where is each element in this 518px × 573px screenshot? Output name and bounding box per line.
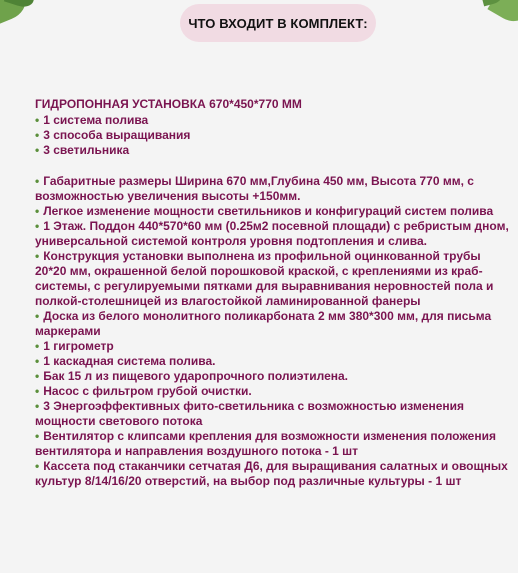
bullet-icon: • [35, 354, 40, 368]
bullet-icon: • [35, 459, 40, 473]
list-item: • 1 система полива [35, 113, 149, 127]
page-title: ЧТО ВХОДИТ В КОМПЛЕКТ: [188, 15, 368, 31]
bullet-icon: • [35, 384, 40, 398]
list-item: • Кассета под стаканчики сетчатая Д6, для выращивания салатных и овощных культур 8/14/16/20 отверстий, на выбор под различные культуры - 1 шт [35, 459, 508, 488]
list-item: • 3 способа выращивания [35, 128, 191, 142]
list-item: • Вентилятор с клипсами крепления для возможности изменения положения вентилятора и направления воздушного потока - 1 шт [35, 429, 496, 458]
bullet-icon: • [35, 249, 40, 263]
bullet-icon: • [35, 128, 40, 142]
list-item: • Легкое изменение мощности светильников и конфигураций систем полива [35, 204, 494, 218]
list-item: • Доска из белого монолитного поликарбоната 2 мм 380*300 мм, для письма маркерами [35, 309, 492, 338]
feature-list-1 [35, 113, 513, 158]
bullet-icon: • [35, 309, 40, 323]
bullet-icon: • [35, 143, 40, 157]
bullet-icon: • [35, 204, 40, 218]
bullet-icon: • [35, 429, 40, 443]
bullet-icon: • [35, 174, 40, 188]
list-item: • 3 светильника [35, 143, 130, 157]
list-item: • Бак 15 л из пищевого ударопрочного полиэтилена. [35, 369, 349, 383]
spacer [35, 158, 513, 174]
list-item: • Насос с фильтром грубой очистки. [35, 384, 252, 398]
section-heading: ГИДРОПОННАЯ УСТАНОВКА 670*450*770 ММ [35, 97, 302, 111]
bullet-icon: • [35, 219, 40, 233]
list-item: • Габаритные размеры Ширина 670 мм,Глубина 450 мм, Высота 770 мм, с возможностью увеличения высоты +150мм. [35, 174, 474, 203]
bullet-icon: • [35, 113, 40, 127]
list-item: • 3 Энергоэффективных фито-светильника с возможностью изменения мощности светового потока [35, 399, 465, 428]
feature-list-2 [35, 174, 513, 489]
list-item: • Конструкция установки выполнена из профильной оцинкованной трубы 20*20 мм, окрашенной белой порошковой краской, с креплениями из краб-системы, с регулируемыми пятками для выравнивания неровностей пола и полкой-столешницей из влагостойкой ламинированной фанеры [35, 249, 494, 308]
bullet-icon: • [35, 399, 40, 413]
kit-contents-section [35, 97, 513, 489]
list-item: • 1 каскадная система полива. [35, 354, 216, 368]
list-item: • 1 Этаж. Поддон 440*570*60 мм (0.25м2 посевной площади) с ребристым дном, универсальной системой контроля уровня подтопления и слива. [35, 219, 509, 248]
list-item: • 1 гигрометр [35, 339, 114, 353]
title-banner [180, 4, 376, 42]
bullet-icon: • [35, 339, 40, 353]
bullet-icon: • [35, 369, 40, 383]
